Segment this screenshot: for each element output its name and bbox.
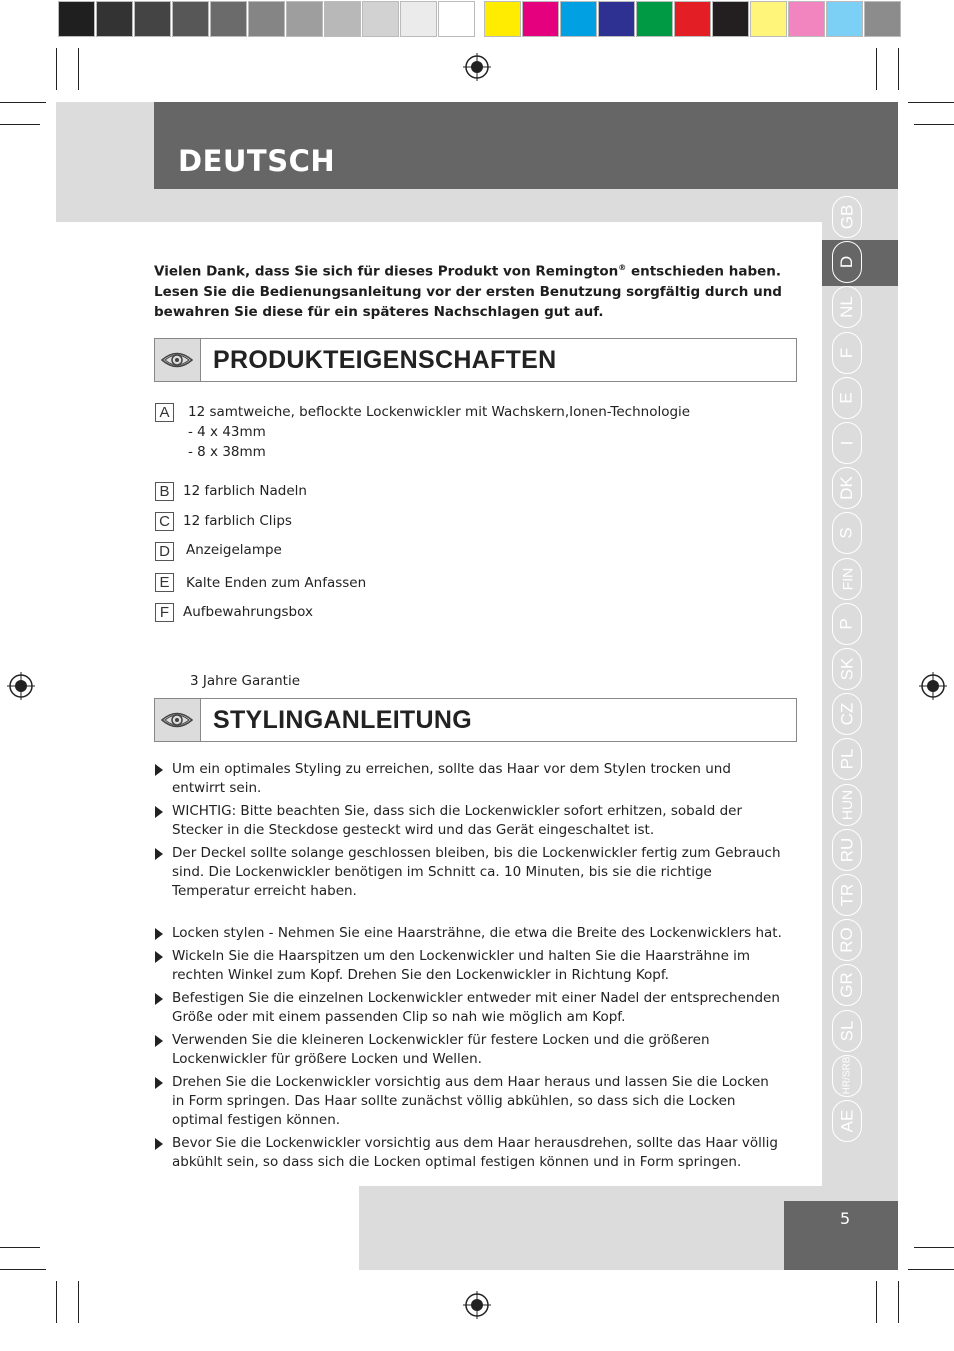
- language-tab-nl[interactable]: [832, 286, 862, 328]
- crop-mark: [914, 1247, 954, 1248]
- color-swatch: [172, 1, 209, 37]
- feature-text: 12 farblich Clips: [183, 513, 292, 529]
- language-tab-label: TR: [836, 883, 856, 907]
- color-swatch: [96, 1, 133, 37]
- color-swatch: [750, 1, 787, 37]
- color-swatch: [286, 1, 323, 37]
- language-tab-cz[interactable]: [832, 693, 862, 735]
- registration-mark-icon: [463, 53, 491, 81]
- language-tab-sk[interactable]: [832, 648, 862, 690]
- page-number-box: [784, 1201, 898, 1270]
- intro-line: entschieden haben.: [626, 263, 782, 280]
- crop-mark: [876, 1281, 877, 1323]
- bullet-arrow-icon: [155, 1077, 163, 1089]
- intro-line: Lesen Sie die Bedienungsanleitung vor der ersten Benutzung sorgfältig durch und: [154, 283, 782, 300]
- list-item-text: Wickeln Sie die Haarspitzen um den Lockenwickler und halten Sie die Haarsträhne im rechten Winkel zum Kopf. Drehen Sie den Lockenwickler in Richtung Kopf.: [172, 948, 751, 983]
- list-item-text: WICHTIG: Bitte beachten Sie, dass sich die Lockenwickler sofort erhitzen, sobald der Stecker in die Steckdose gesteckt wird und das Gerät eingeschaltet ist.: [172, 803, 743, 838]
- feature-letter: C: [155, 512, 174, 531]
- language-tab-ae[interactable]: [832, 1100, 862, 1142]
- color-swatch: [712, 1, 749, 37]
- language-tab-label: SL: [836, 1020, 856, 1041]
- list-item-text: Der Deckel sollte solange geschlossen bleiben, bis die Lockenwickler fertig zum Gebrauch sind. Die Lockenwickler benötigen im Schnitt ca. 10 Minuten, bis sie die richtige Temperatur erreicht haben.: [172, 845, 781, 899]
- page-number: 5: [840, 1209, 851, 1228]
- bullet-arrow-icon: [155, 928, 163, 940]
- registration-mark-icon: [7, 672, 35, 700]
- color-swatch: [674, 1, 711, 37]
- color-swatch: [58, 1, 95, 37]
- language-tab-label: RO: [837, 927, 856, 953]
- color-swatch: [210, 1, 247, 37]
- warranty-text: 3 Jahre Garantie: [190, 673, 301, 689]
- crop-mark: [56, 48, 57, 90]
- section-title: PRODUKTEIGENSCHAFTEN: [213, 346, 557, 374]
- language-tab-label: AE: [837, 1109, 856, 1133]
- bullet-arrow-icon: [155, 1138, 163, 1150]
- feature-letter: D: [155, 542, 174, 561]
- feature-sub: - 4 x 43mm: [188, 424, 266, 440]
- language-tab-label: P: [837, 618, 856, 630]
- intro-line: Vielen Dank, dass Sie sich für dieses Produkt von Remington: [154, 263, 619, 280]
- list-item: [154, 760, 782, 798]
- language-tab-pl[interactable]: [832, 738, 862, 780]
- language-tab-label: GR: [837, 972, 856, 999]
- language-tab-label: E: [837, 392, 856, 404]
- feature-text: Aufbewahrungsbox: [183, 604, 313, 620]
- gray-swatch-bar: [58, 1, 476, 39]
- feature-text: 12 farblich Nadeln: [183, 483, 307, 499]
- features-section-header: [154, 338, 797, 382]
- feature-letter: E: [155, 573, 174, 592]
- bullet-arrow-icon: [155, 951, 163, 963]
- crop-mark: [78, 1281, 79, 1323]
- eye-icon: [160, 347, 194, 373]
- crop-mark: [0, 102, 46, 103]
- eye-icon-box: [155, 699, 201, 741]
- list-item: [154, 989, 782, 1027]
- crop-mark: [0, 1247, 40, 1248]
- registered-mark: ®: [618, 263, 627, 272]
- language-tab-gr[interactable]: [832, 964, 862, 1006]
- color-swatch: [636, 1, 673, 37]
- page-title: DEUTSCH: [178, 144, 336, 178]
- list-item-text: Verwenden Sie die kleineren Lockenwickler für festere Locken und die größeren Lockenwickler für größere Locken und Wellen.: [172, 1032, 710, 1067]
- language-tab-hr-srb[interactable]: [832, 1055, 862, 1097]
- eye-icon: [160, 707, 194, 733]
- crop-mark: [0, 124, 40, 125]
- color-swatch: [248, 1, 285, 37]
- list-item-text: Um ein optimales Styling zu erreichen, sollte das Haar vor dem Stylen trocken und entwirrt sein.: [172, 761, 731, 796]
- intro-paragraph: [154, 258, 794, 322]
- list-item-text: Bevor Sie die Lockenwickler vorsichtig aus dem Haar herausdrehen, sollte das Haar völlig abkühlt sein, so dass sich die Locken optimal festigen können und in Form springen.: [172, 1135, 778, 1170]
- crop-mark: [56, 1281, 57, 1323]
- language-tab-label: I: [836, 440, 856, 446]
- styling-section-header: [154, 698, 797, 742]
- color-swatch: [864, 1, 901, 37]
- feature-letter: B: [155, 482, 174, 501]
- language-tab-label: DK: [837, 476, 856, 500]
- crop-mark: [908, 102, 954, 103]
- eye-icon-box: [155, 339, 201, 381]
- language-tab-label: S: [837, 527, 856, 540]
- language-tab-p[interactable]: [832, 603, 862, 645]
- title-bar: [154, 102, 898, 189]
- color-swatch: [400, 1, 437, 37]
- language-tab-label: PL: [836, 748, 856, 770]
- list-item: [154, 844, 782, 901]
- bullet-arrow-icon: [155, 848, 163, 860]
- language-tab-dk[interactable]: [832, 467, 862, 509]
- feature-letter: F: [155, 603, 174, 622]
- language-tab-ru[interactable]: [832, 829, 862, 871]
- language-tab-ro[interactable]: [832, 919, 862, 961]
- crop-mark: [898, 1281, 899, 1323]
- registration-mark-icon: [919, 672, 947, 700]
- crop-mark: [0, 1269, 46, 1270]
- crop-mark: [908, 1269, 954, 1270]
- bullet-arrow-icon: [155, 764, 163, 776]
- list-item: [154, 802, 782, 840]
- language-tab-label: HUN: [839, 789, 855, 820]
- language-tab-label: D: [837, 256, 856, 269]
- language-tab-label: HR/SRB: [841, 1056, 853, 1095]
- language-tab-label: CZ: [836, 702, 856, 726]
- list-item: [154, 1073, 782, 1130]
- feature-text: Kalte Enden zum Anfassen: [186, 575, 367, 591]
- crop-mark: [78, 48, 79, 90]
- language-tab-fin[interactable]: [832, 558, 862, 600]
- list-item-text: Befestigen Sie die einzelnen Lockenwickler entweder mit einer Nadel der entsprechenden Größe oder mit einem passenden Clip so nah wie möglich am Kopf.: [172, 990, 780, 1025]
- feature-letter: A: [155, 403, 174, 422]
- list-item: [154, 924, 782, 943]
- color-swatch: [362, 1, 399, 37]
- language-tab-s[interactable]: [832, 512, 862, 554]
- crop-mark: [898, 48, 899, 90]
- feature-text: [188, 402, 690, 422]
- bullet-arrow-icon: [155, 806, 163, 818]
- registration-mark-icon: [463, 1291, 491, 1319]
- language-tab-sl[interactable]: [832, 1010, 862, 1052]
- crop-mark: [914, 124, 954, 125]
- section-title: STYLINGANLEITUNG: [213, 706, 472, 734]
- page-frame-top: [154, 189, 898, 222]
- language-tab-f[interactable]: [832, 332, 862, 374]
- list-item-text: Drehen Sie die Lockenwickler vorsichtig aus dem Haar heraus und lassen Sie die Locken in Form springen. Das Haar sollte zunächst völlig abkühlen, so dass sich die Locken optimal festigen können.: [172, 1074, 769, 1128]
- color-swatch: [826, 1, 863, 37]
- color-swatch: [438, 1, 475, 37]
- language-tab-label: GB: [837, 204, 856, 230]
- language-tab-gb[interactable]: [832, 196, 862, 238]
- language-tab-d[interactable]: [832, 241, 862, 283]
- intro-line: bewahren Sie diese für ein späteres Nachschlagen gut auf.: [154, 303, 604, 320]
- language-tab-label: FIN: [839, 567, 855, 590]
- page-frame-left: [56, 102, 154, 222]
- color-swatch: [598, 1, 635, 37]
- language-tab-i[interactable]: [832, 422, 862, 464]
- language-tab-e[interactable]: [832, 377, 862, 419]
- language-tab-hun[interactable]: [832, 784, 862, 826]
- language-tab-label: RU: [837, 837, 856, 863]
- list-item: [154, 947, 782, 985]
- feature-text-extra: Ionen-Technologie: [569, 404, 691, 420]
- feature-text: Anzeigelampe: [186, 542, 282, 558]
- feature-text-main: 12 samtweiche, beflockte Lockenwickler mit Wachskern,: [188, 404, 570, 420]
- color-swatch: [522, 1, 559, 37]
- list-item: [154, 1031, 782, 1069]
- feature-sub: - 8 x 38mm: [188, 444, 266, 460]
- color-swatch-bar: [484, 1, 902, 39]
- color-swatch: [788, 1, 825, 37]
- language-tab-label: F: [836, 347, 856, 358]
- language-tab-tr[interactable]: [832, 874, 862, 916]
- language-tab-label: NL: [836, 296, 856, 319]
- color-swatch: [324, 1, 361, 37]
- list-item-text: Locken stylen - Nehmen Sie eine Haarsträhne, die etwa die Breite des Lockenwicklers hat.: [172, 925, 782, 941]
- language-tab-label: SK: [837, 657, 856, 681]
- crop-mark: [876, 48, 877, 90]
- bullet-arrow-icon: [155, 1035, 163, 1047]
- color-swatch: [560, 1, 597, 37]
- color-swatch: [134, 1, 171, 37]
- list-item: [154, 1134, 782, 1172]
- bullet-arrow-icon: [155, 993, 163, 1005]
- color-swatch: [484, 1, 521, 37]
